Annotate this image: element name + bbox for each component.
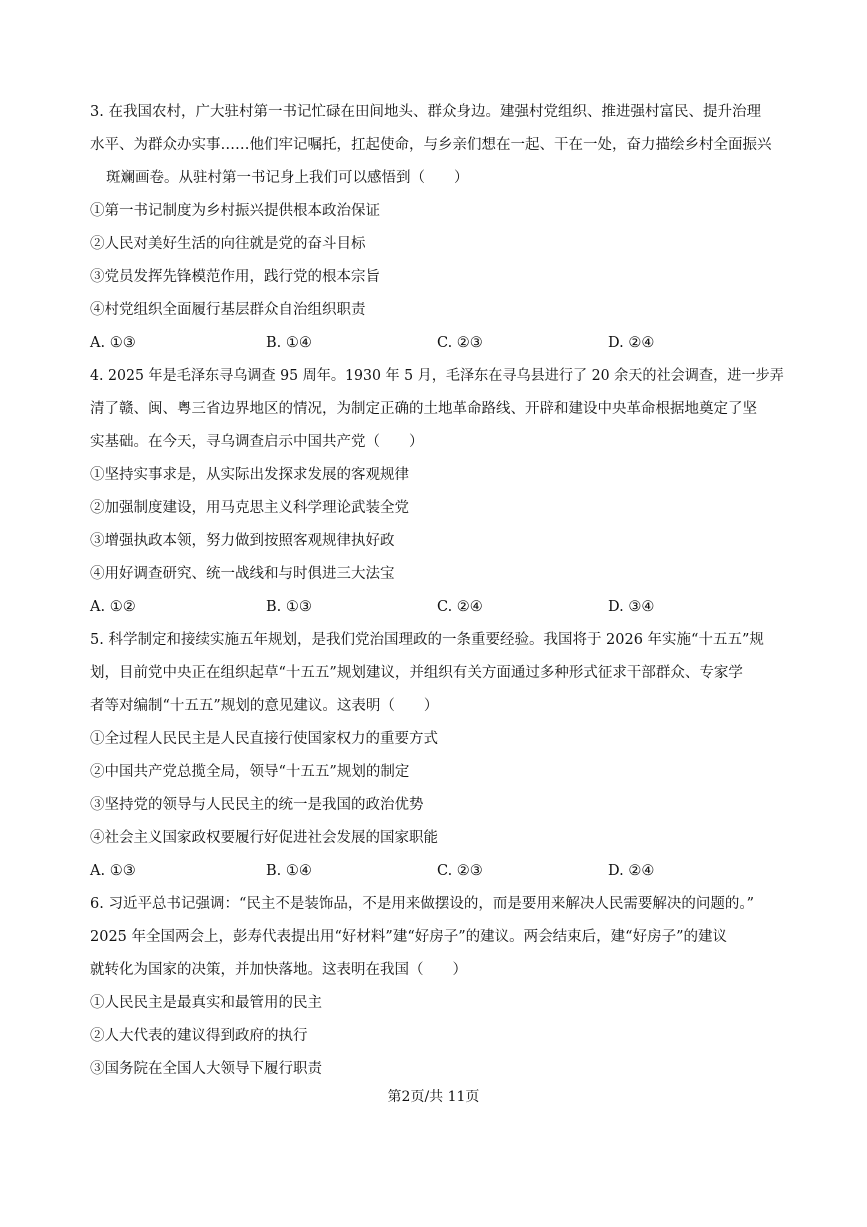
- q4-stem-line-2: 清了赣、闽、粤三省边界地区的情况，为制定正确的土地革命路线、开辟和建设中央革命根据地奠定了坚: [90, 401, 757, 417]
- q4-item-4: ④用好调查研究、统一战线和与时俱进三大法宝: [90, 566, 395, 582]
- q5-option-c: C. ②③: [437, 863, 483, 879]
- q4-option-a: A. ①②: [90, 599, 136, 615]
- q5-item-3: ③坚持党的领导与人民民主的统一是我国的政治优势: [90, 797, 424, 813]
- q3-option-b: B. ①④: [266, 335, 312, 351]
- q5-stem-line-3: 者等对编制“十五五”规划的意见建议。这表明（ ）: [90, 698, 439, 714]
- q6-item-2: ②人大代表的建议得到政府的执行: [90, 1028, 308, 1044]
- q5-item-1: ①全过程人民民主是人民直接行使国家权力的重要方式: [90, 731, 438, 747]
- q4-stem-line-1: 4. 2025 年是毛泽东寻乌调查 95 周年。1930 年 5 月，毛泽东在寻乌县进行了 20 余天的社会调查，进一步弄: [90, 368, 784, 384]
- q6-stem-line-2: 2025 年全国两会上，彭寿代表提出用“好材料”建“好房子”的建议。两会结束后，建“好房子”的建议: [90, 929, 727, 945]
- q5-option-d: D. ②④: [608, 863, 655, 879]
- q4-item-2: ②加强制度建设，用马克思主义科学理论武装全党: [90, 500, 409, 516]
- q3-item-1: ①第一书记制度为乡村振兴提供根本政治保证: [90, 203, 380, 219]
- q6-item-3: ③国务院在全国人大领导下履行职责: [90, 1061, 322, 1077]
- q3-stem-line-2: 水平、为群众办实事……他们牢记嘱托，扛起使命，与乡亲们想在一起、干在一处，奋力描绘乡村全面振兴: [90, 137, 772, 153]
- q4-item-3: ③增强执政本领，努力做到按照客观规律执好政: [90, 533, 395, 549]
- q4-option-b: B. ①③: [266, 599, 312, 615]
- q4-stem-line-3: 实基础。在今天，寻乌调查启示中国共产党（ ）: [90, 434, 424, 450]
- q5-stem-line-1: 5. 科学制定和接续实施五年规划，是我们党治国理政的一条重要经验。我国将于 2026 年实施“十五五”规: [90, 632, 764, 648]
- q5-item-2: ②中国共产党总揽全局，领导“十五五”规划的制定: [90, 764, 410, 780]
- q5-option-b: B. ①④: [266, 863, 312, 879]
- q3-item-3: ③党员发挥先锋模范作用，践行党的根本宗旨: [90, 269, 380, 285]
- q5-item-4: ④社会主义国家政权要履行好促进社会发展的国家职能: [90, 830, 438, 846]
- q4-option-d: D. ③④: [608, 599, 655, 615]
- q6-stem-line-3: 就转化为国家的决策，并加快落地。这表明在我国（ ）: [90, 962, 467, 978]
- page-number-footer: 第2页/共 11页: [387, 1089, 480, 1105]
- q3-item-4: ④村党组织全面履行基层群众自治组织职责: [90, 302, 366, 318]
- q3-item-2: ②人民对美好生活的向往就是党的奋斗目标: [90, 236, 366, 252]
- q4-option-c: C. ②④: [437, 599, 483, 615]
- q3-option-c: C. ②③: [437, 335, 483, 351]
- q5-stem-line-2: 划，目前党中央正在组织起草“十五五”规划建议，并组织有关方面通过多种形式征求干部群众、专家学: [90, 665, 743, 681]
- q3-option-d: D. ②④: [608, 335, 655, 351]
- q3-option-a: A. ①③: [90, 335, 136, 351]
- q5-option-a: A. ①③: [90, 863, 136, 879]
- q6-item-1: ①人民民主是最真实和最管用的民主: [90, 995, 322, 1011]
- q3-stem-line-3: 斑斓画卷。从驻村第一书记身上我们可以感悟到（ ）: [106, 170, 469, 186]
- q4-item-1: ①坚持实事求是，从实际出发探求发展的客观规律: [90, 467, 409, 483]
- q3-stem-line-1: 3. 在我国农村，广大驻村第一书记忙碌在田间地头、群众身边。建强村党组织、推进强村富民、提升治理: [90, 104, 761, 120]
- q6-stem-line-1: 6. 习近平总书记强调：“民主不是装饰品，不是用来做摆设的，而是要用来解决人民需要解决的问题的。”: [90, 896, 755, 912]
